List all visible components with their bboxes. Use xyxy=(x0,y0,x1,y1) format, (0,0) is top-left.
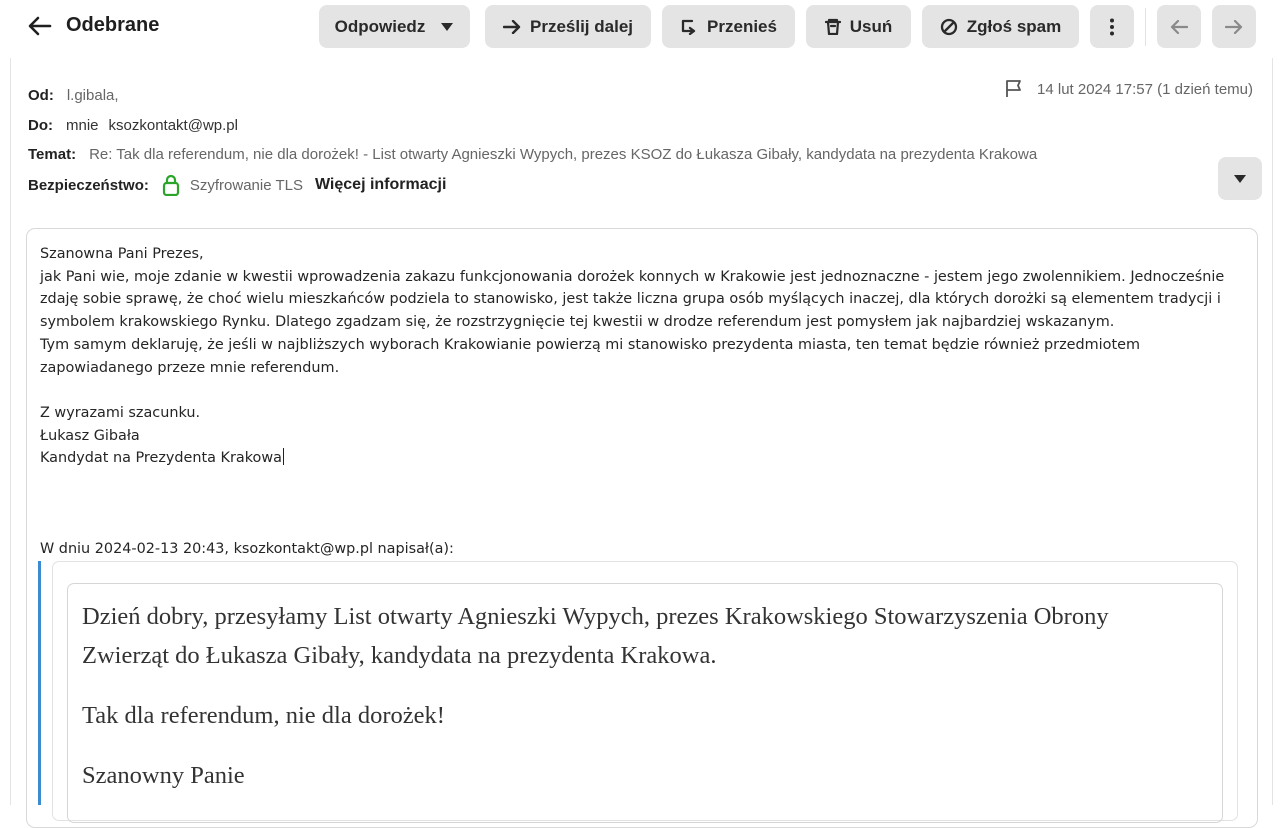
security-label: Bezpieczeństwo: xyxy=(28,176,149,194)
message-line: Z wyrazami szacunku. xyxy=(40,404,201,421)
report-spam-button[interactable] xyxy=(922,5,1079,48)
quote-bar xyxy=(38,561,41,805)
quoted-paragraph: Dzień dobry, przesyłamy List otwarty Agnieszki Wypych, prezes Krakowskiego Stowarzyszenia Obrony Zwierząt do Łukasza Gibały, kandydata na prezydenta Krakowa. xyxy=(82,603,1109,669)
message-line xyxy=(40,447,1252,470)
arrow-right-icon xyxy=(503,20,521,34)
to-row xyxy=(28,117,238,134)
more-info-link[interactable]: Więcej informacji xyxy=(314,176,447,193)
toolbar xyxy=(0,0,1285,56)
security-value: Szyfrowanie TLS xyxy=(189,176,303,194)
expand-header-button[interactable] xyxy=(1218,157,1262,200)
forward-label: Prześlij dalej xyxy=(530,16,633,36)
forward-button[interactable] xyxy=(485,5,651,48)
from-value[interactable]: l.gibala, xyxy=(66,87,119,104)
report-spam-label: Zgłoś spam xyxy=(966,16,1062,36)
more-actions-button[interactable] xyxy=(1090,5,1134,48)
previous-message-button[interactable] xyxy=(1157,5,1201,48)
date-line xyxy=(1005,80,1253,98)
text-caret xyxy=(283,448,284,465)
next-message-button[interactable] xyxy=(1212,5,1256,48)
lock-icon xyxy=(162,174,180,196)
arrow-left-icon xyxy=(28,16,52,36)
message-line: jak Pani wie, moje zdanie w kwestii wprowadzenia zakazu funkcjonowania dorożek konnych w Krakowie jest jednoznaczne - jestem jego zwolennikiem. Jednocześnie zdaję sobie sprawę, że choć wielu mieszkańców podziela to stanowisko, jest także liczna grupa osób myślących inaczej, dla których dorożki są elementem tradycji i symbolem krakowskiego Rynku. Dlatego zgadzam się, że rozstrzygnięcie tej kwestii w drodze referendum jest pomysłem jak najbardziej wskazanym. xyxy=(40,268,1225,331)
move-label: Przenieś xyxy=(707,16,777,36)
quoted-paragraph: Tak dla referendum, nie dla dorożek! xyxy=(82,702,445,729)
to-me: mnie xyxy=(66,117,99,134)
trash-icon xyxy=(825,18,841,35)
to-email[interactable]: ksozkontakt@wp.pl xyxy=(108,117,238,134)
signature-title: Kandydat na Prezydenta Krakowa xyxy=(40,450,282,467)
right-divider xyxy=(1272,58,1273,805)
subject-row xyxy=(28,146,1037,163)
arrow-left-icon xyxy=(1170,20,1188,34)
left-divider xyxy=(10,58,11,805)
blank-line xyxy=(40,379,1252,402)
message-date: 14 lut 2024 17:57 (1 dzień temu) xyxy=(1037,80,1253,98)
from-label: Od: xyxy=(28,87,54,104)
quoted-message xyxy=(82,597,1192,816)
caret-down-icon[interactable] xyxy=(440,22,454,32)
from-row xyxy=(28,87,119,104)
delete-label: Usuń xyxy=(849,16,893,36)
move-icon xyxy=(680,19,698,35)
flag-icon[interactable] xyxy=(1005,80,1025,98)
move-button[interactable] xyxy=(662,5,795,48)
more-vertical-icon xyxy=(1109,18,1115,36)
message-line: Szanowna Pani Prezes, xyxy=(40,246,204,262)
reply-button[interactable] xyxy=(319,5,470,48)
subject-label: Temat: xyxy=(28,146,77,163)
reply-label: Odpowiedz xyxy=(334,16,426,36)
folder-title: Odebrane xyxy=(66,14,160,36)
message-line: Łukasz Gibała xyxy=(40,427,140,444)
subject-value: Re: Tak dla referendum, nie dla dorożek! - List otwarty Agnieszki Wypych, prezes KSOZ do Łukasza Gibały, kandydata na prezydenta Krakowa xyxy=(89,146,1038,163)
delete-button[interactable] xyxy=(806,5,911,48)
quote-header: W dniu 2024-02-13 20:43, ksozkontakt@wp.pl napisał(a): xyxy=(40,541,454,557)
quoted-paragraph: Szanowny Panie xyxy=(82,762,245,789)
back-to-inbox[interactable] xyxy=(28,14,159,37)
arrow-right-icon xyxy=(1225,20,1243,34)
to-label: Do: xyxy=(28,117,53,134)
caret-down-icon xyxy=(1233,174,1247,184)
message-body xyxy=(40,243,1252,470)
toolbar-separator xyxy=(1145,8,1146,46)
security-row xyxy=(28,174,446,196)
message-line: Tym samym deklaruję, że jeśli w najbliższych wyborach Krakowianie powierzą mi stanowisko prezydenta miasta, ten temat będzie również przedmiotem zapowiadanego przeze mnie referendum. xyxy=(40,336,1140,376)
block-icon xyxy=(940,18,958,36)
